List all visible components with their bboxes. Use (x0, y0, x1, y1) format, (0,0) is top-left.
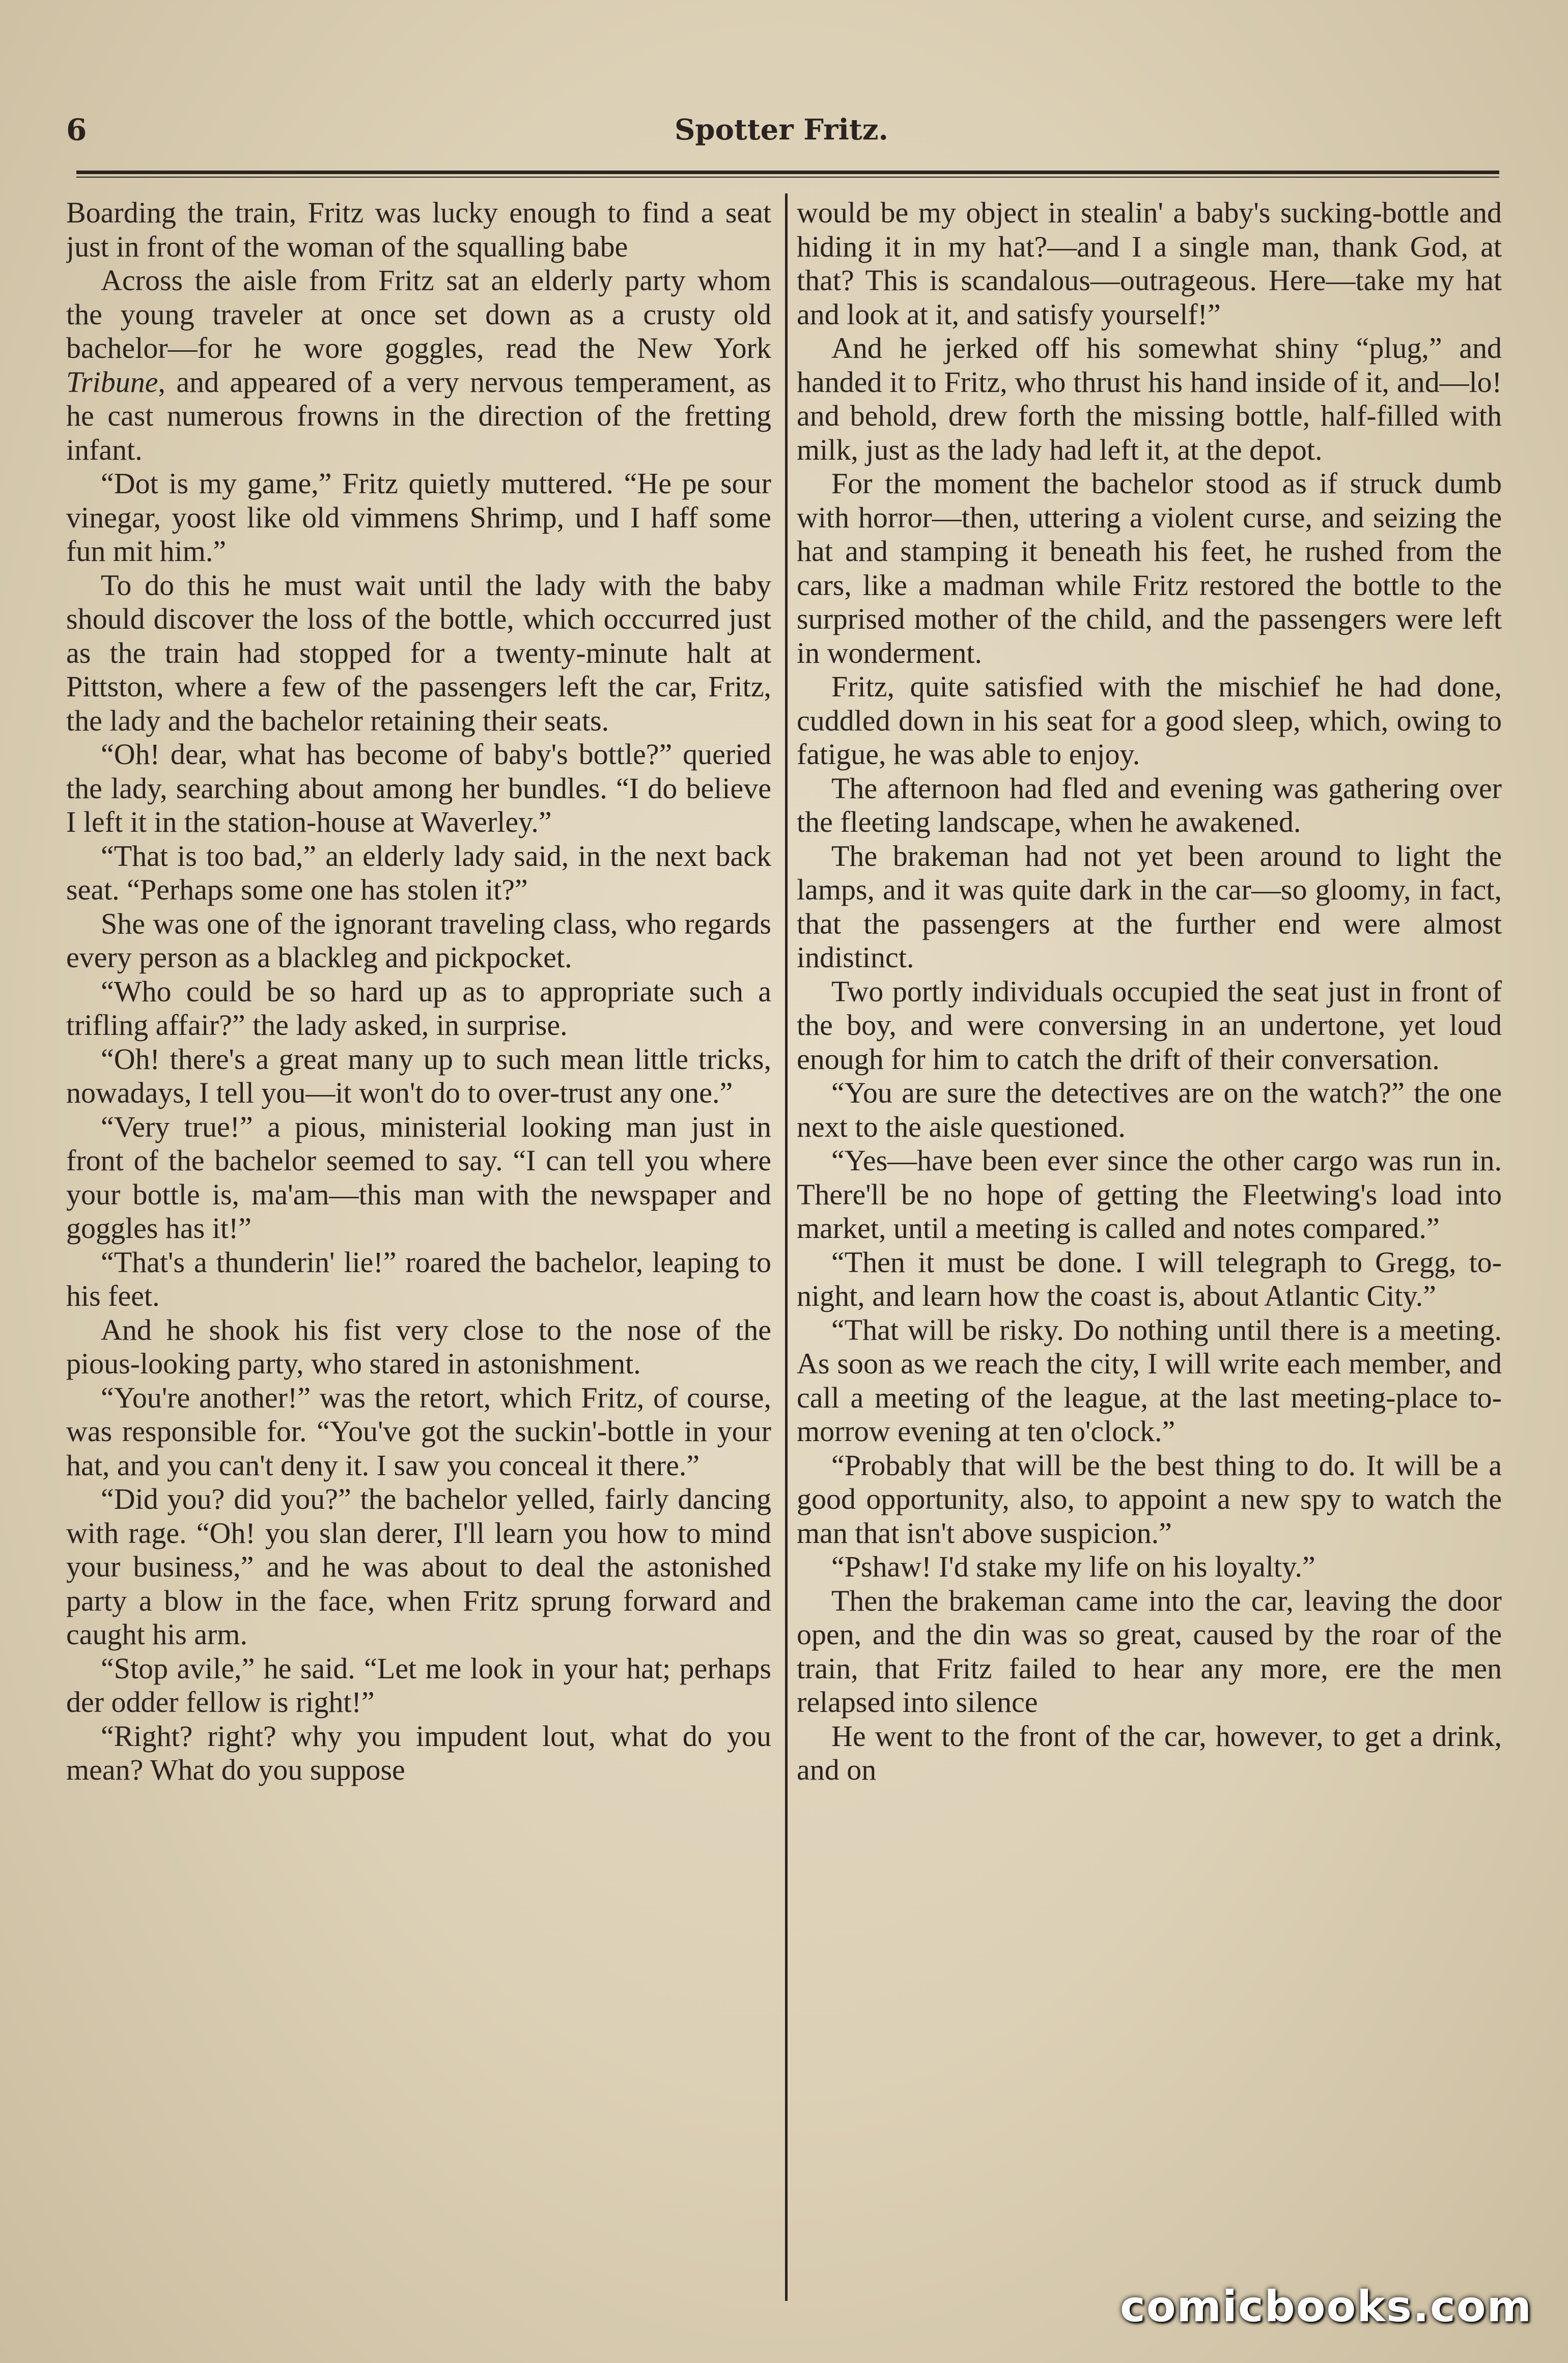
paragraph: “Who could be so hard up as to appropriate such a trifling affair?” the lady asked, in surprise. (66, 974, 771, 1042)
paragraph: “Probably that will be the best thing to do. It will be a good opportunity, also, to appoint a new spy to watch the man that isn't above suspicion.” (797, 1448, 1502, 1550)
paragraph: Then the brakeman came into the car, leaving the door open, and the din was so great, caused by the roar of the train, that Fritz failed to hear any more, ere the men relapsed into silence (797, 1584, 1502, 1719)
newspaper-title: Tribune (66, 365, 158, 399)
paragraph: “That's a thunderin' lie!” roared the bachelor, leaping to his feet. (66, 1245, 771, 1312)
paragraph: “Oh! there's a great many up to such mean little tricks, nowadays, I tell you—it won't do to over-trust any one.” (66, 1042, 771, 1109)
paragraph: “Stop avile,” he said. “Let me look in your hat; perhaps der odder fellow is right!” (66, 1651, 771, 1719)
paragraph: “Very true!” a pious, ministerial looking man just in front of the bachelor seemed to say. “I can tell you where your bottle is, ma'am—this man with the newspaper and goggles has it!” (66, 1110, 771, 1245)
page-number: 6 (66, 112, 87, 147)
paragraph: “Right? right? why you impudent lout, what do you mean? What do you suppose (66, 1719, 771, 1786)
paragraph: “That is too bad,” an elderly lady said, in the next back seat. “Perhaps some one has stolen it?” (66, 839, 771, 906)
paragraph: “You are sure the detectives are on the watch?” the one next to the aisle questioned. (797, 1076, 1502, 1143)
header-rule (76, 171, 1499, 178)
paragraph: And he shook his fist very close to the nose of the pious-looking party, who stared in astonishment. (66, 1313, 771, 1380)
left-column (66, 196, 771, 2314)
running-title: Spotter Fritz. (674, 113, 889, 147)
right-column (797, 196, 1502, 2314)
page-header (66, 109, 1497, 155)
paragraph: “Yes—have been ever since the other cargo was run in. There'll be no hope of getting the Fleetwing's load into market, until a meeting is called and notes compared.” (797, 1144, 1502, 1245)
paragraph: “Did you? did you?” the bachelor yelled, fairly dancing with rage. “Oh! you slan derer, I'll learn you how to mind your business,” and he was about to deal the astonished party a blow in the face, when Fritz sprung forward and caught his arm. (66, 1482, 771, 1651)
paragraph: “Then it must be done. I will telegraph to Gregg, to-night, and learn how the coast is, about Atlantic City.” (797, 1245, 1502, 1312)
paragraph: The brakeman had not yet been around to light the lamps, and it was quite dark in the car—so gloomy, in fact, that the passengers at the further end were almost indistinct. (797, 839, 1502, 974)
watermark-logo: comicbooks.com (1120, 2282, 1532, 2331)
paragraph: “You're another!” was the retort, which Fritz, of course, was responsible for. “You've got the suckin'-bottle in your hat, and you can't deny it. I saw you conceal it there.” (66, 1381, 771, 1482)
paragraph: “That will be risky. Do nothing until there is a meeting. As soon as we reach the city, I will write each member, and call a meeting of the league, at the last meeting-place to-morrow evening at ten o'clock.” (797, 1313, 1502, 1448)
paragraph: She was one of the ignorant traveling class, who regards every person as a blackleg and pickpocket. (66, 907, 771, 974)
paragraph: Two portly individuals occupied the seat just in front of the boy, and were conversing in an undertone, yet loud enough for him to catch the drift of their conversation. (797, 974, 1502, 1076)
paragraph: “Dot is my game,” Fritz quietly muttered. “He pe sour vinegar, yoost like old vimmens Shrimp, und I haff some fun mit him.” (66, 467, 771, 568)
paragraph: Across the aisle from Fritz sat an elderly party whom the young traveler at once set down as a crusty old bachelor—for he wore goggles, read the New York Tribune, and appeared of a very nervous temperament, as he cast numerous frowns in the direction of the fretting infant. (66, 264, 771, 466)
paragraph: Fritz, quite satisfied with the mischief he had done, cuddled down in his seat for a good sleep, which, owing to fatigue, he was able to enjoy. (797, 670, 1502, 771)
paragraph: “Oh! dear, what has become of baby's bottle?” queried the lady, searching about among her bundles. “I do believe I left it in the station-house at Waverley.” (66, 738, 771, 838)
paragraph: For the moment the bachelor stood as if struck dumb with horror—then, uttering a violent curse, and seizing the hat and stamping it beneath his feet, he rushed from the cars, like a madman while Fritz restored the bottle to the surprised mother of the child, and the passengers were left in wonderment. (797, 467, 1502, 669)
paragraph: The afternoon had fled and evening was gathering over the fleeting landscape, when he awakened. (797, 771, 1502, 838)
paragraph: Boarding the train, Fritz was lucky enough to find a seat just in front of the woman of the squalling babe (66, 196, 771, 263)
paragraph: To do this he must wait until the lady with the baby should discover the loss of the bottle, which occcurred just as the train had stopped for a twenty-minute halt at Pittston, where a few of the passengers left the car, Fritz, the lady and the bachelor retaining their seats. (66, 568, 771, 737)
paragraph: “Pshaw! I'd stake my life on his loyalty.” (831, 1550, 1315, 1583)
column-divider (785, 193, 788, 2301)
paragraph: would be my object in stealin' a baby's sucking-bottle and hiding it in my hat?—and I a single man, thank God, at that? This is scandalous—outrageous. Here—take my hat and look at it, and satisfy yourself!” (797, 196, 1502, 331)
paragraph: And he jerked off his somewhat shiny “plug,” and handed it to Fritz, who thrust his hand inside of it, and—lo! and behold, drew forth the missing bottle, half-filled with milk, just as the lady had left it, at the depot. (797, 331, 1502, 466)
paragraph: He went to the front of the car, however, to get a drink, and on (797, 1719, 1502, 1786)
